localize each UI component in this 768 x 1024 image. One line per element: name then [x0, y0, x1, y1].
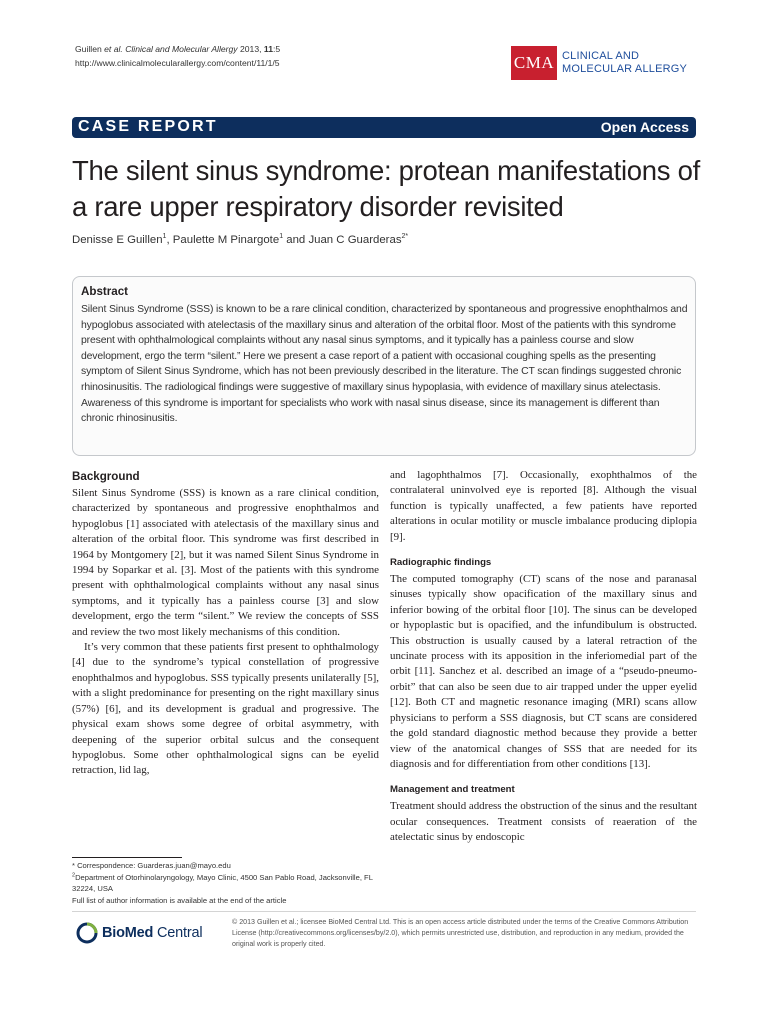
author-separator: , [166, 234, 173, 246]
body-paragraph: It’s very common that these patients first present to ophthalmology [4] due to the syndrome’s typical constellation of progressive enophthalmos and hypoglobus. SSS typically presents unilaterally [5], with a slight predominance for presenting on the right maxillary sinus (57%) [6], and its development is gradual and progressive. The physical exam shows some degree of orbital asymmetry, with deepening of the superior orbital sulcus and the consequent hypoglobus. Some other ophthalmological signs can be eyelid retraction, lid lag, [72, 641, 379, 777]
journal-logo-line2: MOLECULAR ALLERGY [562, 63, 688, 75]
author-info-note: Full list of author information is available at the end of the article [72, 895, 287, 905]
author-name: Denisse E Guillen [72, 234, 163, 246]
citation-authors: Guillen [75, 44, 102, 54]
article-type-bar [72, 117, 696, 138]
subsection-heading-management: Management and treatment [390, 784, 515, 796]
citation-issue: :5 [272, 44, 281, 54]
body-paragraph: The computed tomography (CT) scans of the nose and paranasal sinuses typically show opacification of the maxillary sinus and inferior bowing of the orbital floor [10]. The sinus can be developed or hypoplastic but is opacified, and the infundibulum is obstructed. This obstruction is usually caused by a lateral retraction of the uncinate process with its apposition in the inferiomedial part of the orbit [11]. Sanchez et al. described an image of a “pseudo-pneumo-orbit” that can also be seen due to air trapped under the upper eyelid [12]. Both CT and magnetic resonance imaging (MRI) scans allow physicians to perform a SSS diagnosis, but CT scans are considered the gold standard diagnostic method because they provide a better view of the anatomical changes of SSS that are needed for its diagnosis and for differentiation from other conditions [13]. [390, 573, 697, 770]
abstract-text: Silent Sinus Syndrome (SSS) is known to be a rare clinical condition, characterized by spontaneous and progressive enophthalmos and hypoglobus associated with atelectasis of the maxillary sinus and alteration of the orbital floor. Most of the patients with this syndrome present with ophthalmological complaints without any nasal sinus symptoms, and it typically has a painless course and slow development, ergo the term “silent.” Here we present a case report of a patient with occasional coughing spells as the presenting symptom of Silent Sinus Syndrome, which has not been previously described in the literature. The CT scan findings suggested chronic rhinosinusitis. The radiological findings were suggestive of maxillary sinus hypoplasia, with evidence of maxillary sinus atelectasis. Awareness of this syndrome is important for specialists who work with nasal sinus disease, since its management is different than chronic rhinosinusitis. [81, 304, 688, 425]
author-affiliation: 1 [162, 233, 167, 241]
journal-logo-line1: CLINICAL AND [562, 50, 640, 62]
abstract-box [72, 276, 696, 456]
journal-logo [511, 46, 687, 80]
biomed-central-ring-icon [76, 922, 98, 944]
body-paragraph: Treatment should address the obstruction of the sinus and the resultant ocular consequences. Treatment consists of reaeration of the atelectatic sinus by endoscopic [390, 800, 697, 844]
cma-logo-mark: CMA [511, 46, 557, 80]
journal-logo-text [562, 50, 687, 76]
article-title: The silent sinus syndrome: protean manifestations of a rare upper respiratory disorder revisited [72, 155, 700, 222]
article-type: CASE REPORT [78, 118, 218, 135]
author-name: Juan C Guarderas [308, 234, 402, 246]
article-url[interactable]: http://www.clinicalmolecularallergy.com/content/11/1/5 [75, 58, 280, 68]
citation-year: 2013, [239, 44, 262, 54]
citation-etal: et al. [104, 44, 123, 54]
footer-divider [72, 911, 696, 912]
affiliation-text: Department of Otorhinolaryngology, Mayo Clinic, 4500 San Pablo Road, Jacksonville, FL 32224, USA [72, 872, 373, 894]
open-access-badge: Open Access [600, 119, 689, 135]
author-affiliation: 2* [401, 233, 409, 241]
affiliation-number: 2 [72, 872, 76, 879]
citation-header [75, 42, 280, 70]
correspondence-note[interactable]: * Correspondence: Guarderas.juan@mayo.edu [72, 861, 231, 870]
body-paragraph: and lagophthalmos [7]. Occasionally, exophthalmos of the contralateral uninvolved eye is reported [8]. Although the visual function is typically unaffected, a few patients have reported alterations in ocular motility or muscle imbalance producing diplopia [9]. [390, 469, 697, 543]
publisher-rest: Central [153, 925, 203, 941]
left-column [72, 469, 379, 779]
subsection-heading-radiographic: Radiographic findings [390, 557, 492, 569]
section-heading-background: Background [72, 470, 140, 483]
body-paragraph: Silent Sinus Syndrome (SSS) is known as a rare clinical condition, characterized by spontaneous and progressive enophthalmos and hypoglobus [1] associated with atelectasis of the maxillary sinus and alteration of the orbital floor. This syndrome was first described in 1964 by Montgomery [2], but it was named Silent Sinus Syndrome in 1994 by Soparkar et al. [3]. Most of the patients with this syndrome present with ophthalmological complaints without any nasal sinus symptoms, and it typically has a painless course [3] and slow development, ergo the term “silent.” We review the concepts of SSS and review the two most likely mechanisms of this condition. [72, 487, 379, 638]
author-name: Paulette M Pinargote [172, 234, 280, 246]
biomed-central-logo [76, 921, 202, 945]
footnote-divider [72, 857, 182, 858]
author-list [72, 232, 408, 248]
author-affiliation: 1 [279, 233, 284, 241]
publisher-bold: BioMed [102, 925, 154, 941]
license-text: © 2013 Guillen et al.; licensee BioMed Central Ltd. This is an open access article distributed under the terms of the Creative Commons Attribution License (http://creativecommons.org/licenses/by/2.0), which permits unrestricted use, distribution, and reproduction in any medium, provided the original work is properly cited. [232, 918, 689, 948]
footnotes [72, 860, 382, 906]
citation-line [75, 42, 280, 56]
author-separator: and [283, 234, 309, 246]
biomed-central-wordmark [102, 925, 202, 941]
right-column [390, 468, 697, 846]
citation-journal: Clinical and Molecular Allergy [125, 44, 238, 54]
citation-volume: 11 [263, 44, 273, 54]
abstract-heading: Abstract [81, 285, 129, 298]
affiliation-note [72, 872, 382, 895]
